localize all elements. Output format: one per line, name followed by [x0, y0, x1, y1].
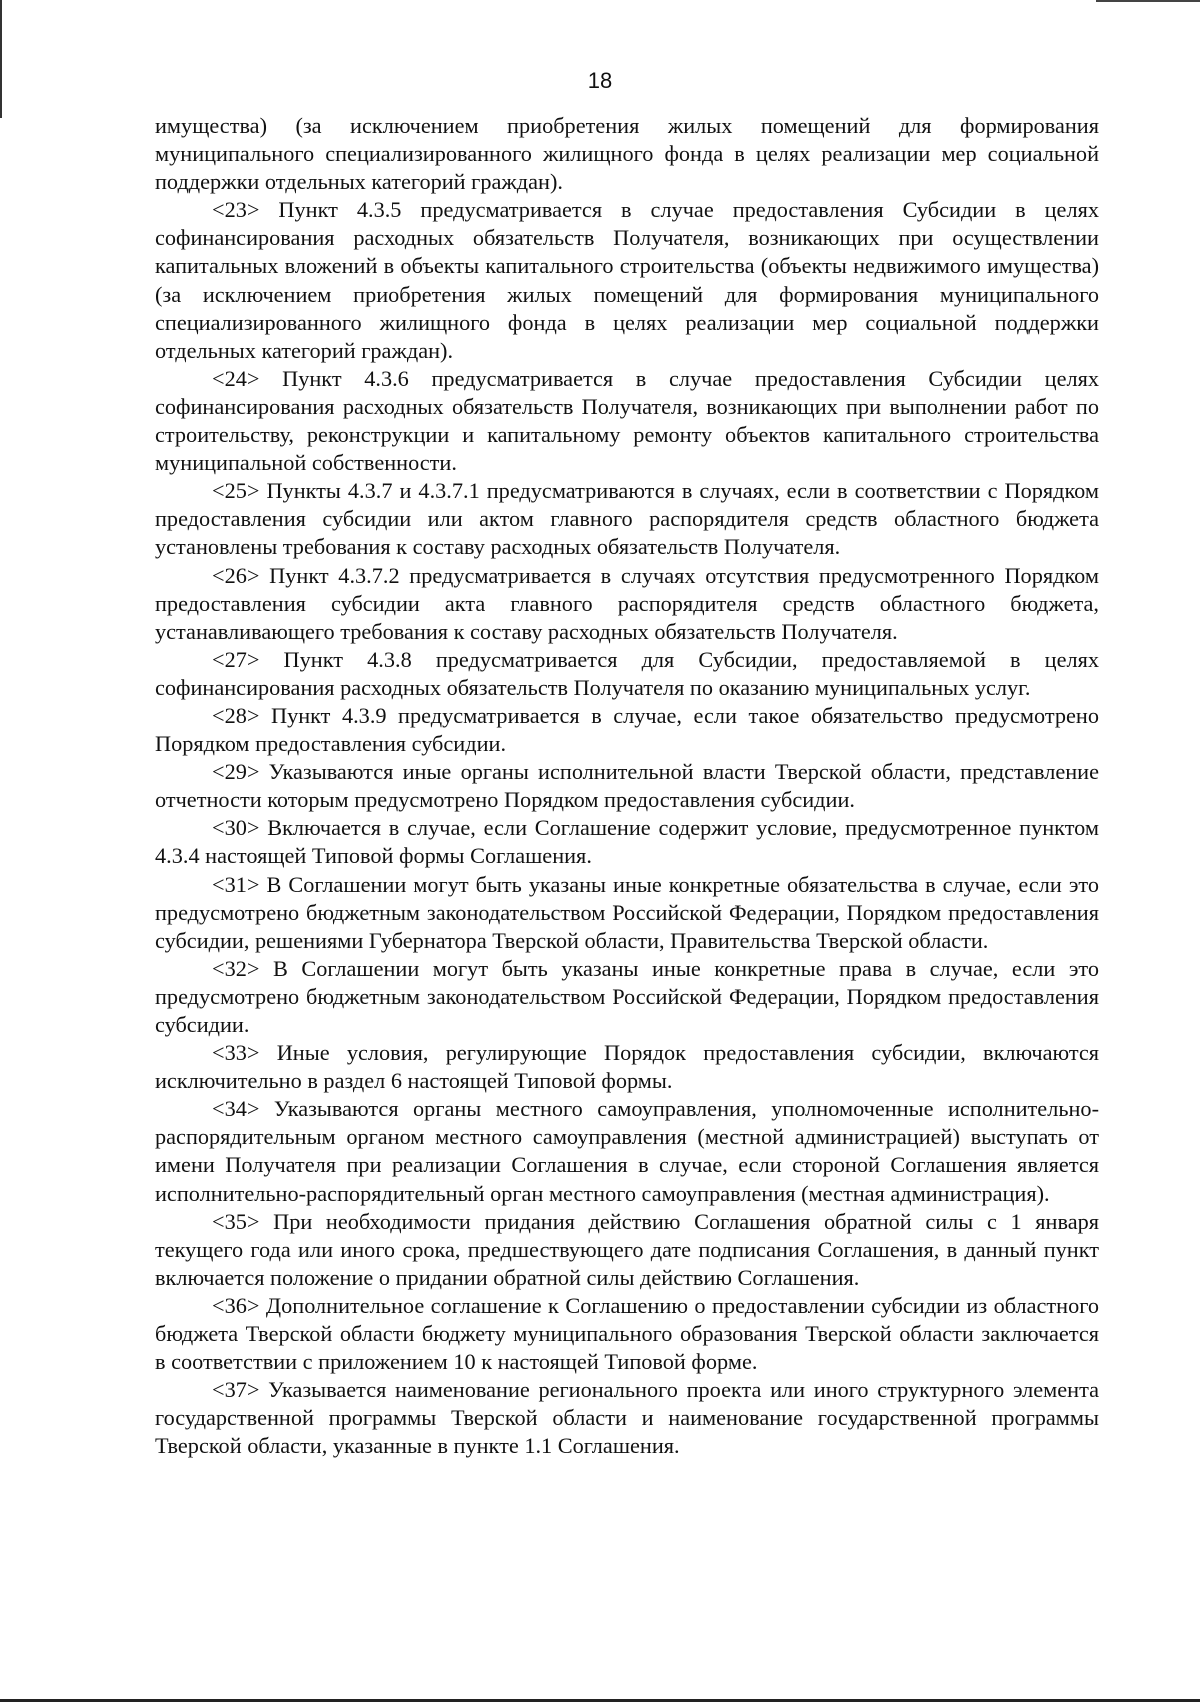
footnote-24: <24> Пункт 4.3.6 предусматривается в случае предоставления Субсидии целях софинансирования расходных обязательств Получателя, возникающих при выполнении работ по строительству, реконструкции и капитальному ремонту объектов капитального строительства муниципальной собственности.	[155, 365, 1099, 476]
footnote-37: <37> Указывается наименование регионального проекта или иного структурного элемента государственной программы Тверской области и наименование государственной программы Тверской области, указанные в пункте 1.1 Соглашения.	[155, 1377, 1099, 1459]
scan-edge-bottom	[0, 1699, 1200, 1702]
footnote-34: <34> Указываются органы местного самоуправления, уполномоченные исполнительно-распорядительным органом местного самоуправления (местной администрацией) выступать от имени Получателя при реализации Соглашения в случае, если стороной Соглашения является исполнительно-распорядительный орган местного самоуправления (местная администрация).	[155, 1096, 1099, 1206]
footnote-30: <30> Включается в случае, если Соглашение содержит условие, предусмотренное пунктом 4.3.4 настоящей Типовой формы Соглашения.	[155, 815, 1099, 869]
document-body	[155, 112, 1099, 1461]
footnote-23: <23> Пункт 4.3.5 предусматривается в случае предоставления Субсидии в целях софинансирования расходных обязательств Получателя, возникающих при осуществлении капитальных вложений в объекты капитального строительства (объекты недвижимого имущества) (за исключением приобретения жилых помещений для формирования муниципального специализированного жилищного фонда в целях реализации мер социальной поддержки отдельных категорий граждан).	[155, 197, 1099, 363]
footnote-25: <25> Пункты 4.3.7 и 4.3.7.1 предусматриваются в случаях, если в соответствии с Порядком предоставления субсидии или актом главного распорядителя средств областного бюджета установлены требования к составу расходных обязательств Получателя.	[155, 478, 1099, 560]
page-number: 18	[587, 68, 613, 93]
footnote-29: <29> Указываются иные органы исполнительной власти Тверской области, представление отчетности которым предусмотрено Порядком предоставления субсидии.	[155, 759, 1099, 813]
footnote-28: <28> Пункт 4.3.9 предусматривается в случае, если такое обязательство предусмотрено Порядком предоставления субсидии.	[155, 702, 1099, 757]
footnote-26: <26> Пункт 4.3.7.2 предусматривается в случаях отсутствия предусмотренного Порядком предоставления субсидии акта главного распорядителя средств областного бюджета, устанавливающего требования к составу расходных обязательств Получателя.	[155, 562, 1099, 644]
paragraph-continuation: имущества) (за исключением приобретения жилых помещений для формирования муниципального специализированного жилищного фонда в целях реализации мер социальной поддержки отдельных категорий граждан).	[155, 113, 1099, 195]
footnote-31: <31> В Соглашении могут быть указаны иные конкретные обязательства в случае, если это предусмотрено бюджетным законодательством Российской Федерации, Порядком предоставления субсидии, решениями Губернатора Тверской области, Правительства Тверской области.	[155, 871, 1099, 953]
scan-edge-left	[0, 0, 2, 118]
footnote-33: <33> Иные условия, регулирующие Порядок предоставления субсидии, включаются исключительно в раздел 6 настоящей Типовой формы.	[155, 1040, 1099, 1094]
footnote-35: <35> При необходимости придания действию Соглашения обратной силы с 1 января текущего года или иного срока, предшествующего дате подписания Соглашения, в данный пункт включается положение о придании обратной силы действию Соглашения.	[155, 1208, 1099, 1290]
footnote-32: <32> В Соглашении могут быть указаны иные конкретные права в случае, если это предусмотрено бюджетным законодательством Российской Федерации, Порядком предоставления субсидии.	[155, 955, 1099, 1037]
footnote-36: <36> Дополнительное соглашение к Соглашению о предоставлении субсидии из областного бюджета Тверской области бюджету муниципального образования Тверской области заключается в соответствии с приложением 10 к настоящей Типовой форме.	[155, 1292, 1099, 1375]
footnote-27: <27> Пункт 4.3.8 предусматривается для Субсидии, предоставляемой в целях софинансирования расходных обязательств Получателя по оказанию муниципальных услуг.	[155, 646, 1099, 700]
scan-edge-top	[1096, 0, 1200, 2]
